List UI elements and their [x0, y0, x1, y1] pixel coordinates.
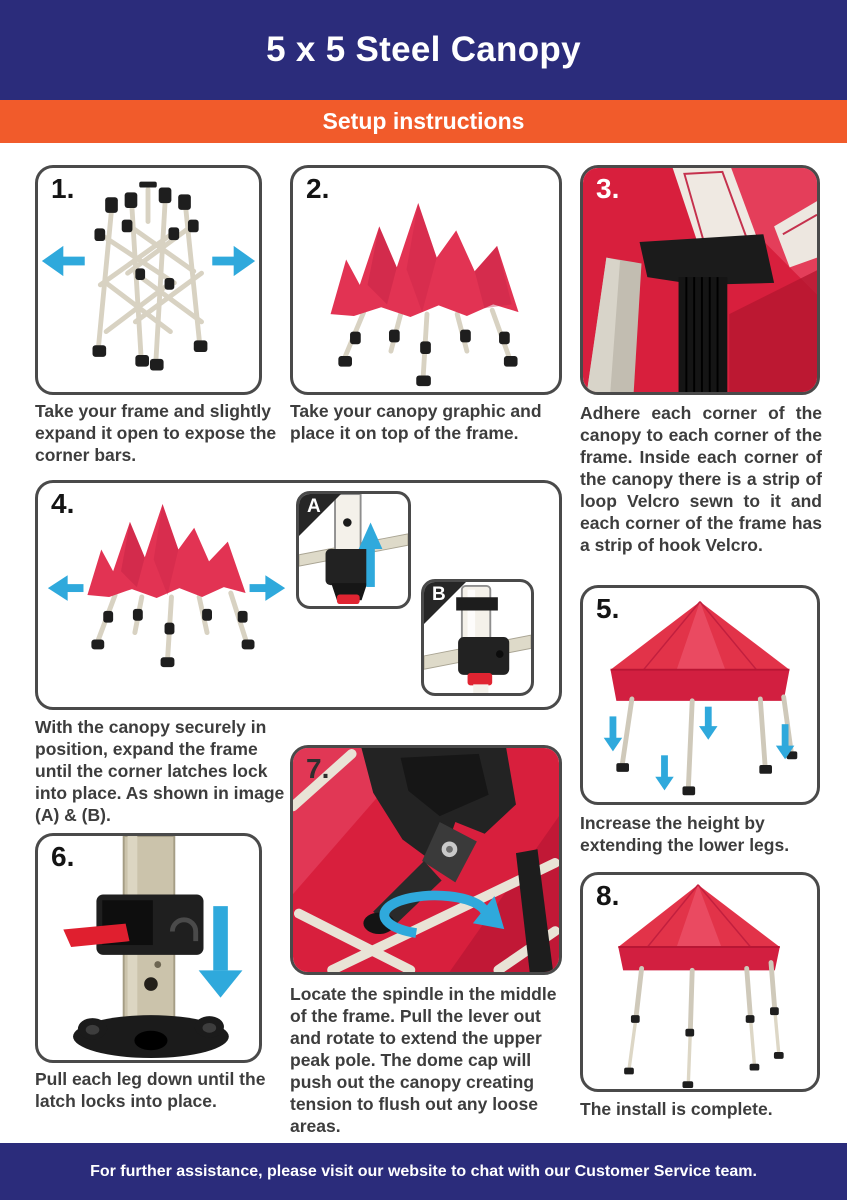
- step-4-panel: [35, 480, 562, 710]
- step-1-panel: [35, 165, 262, 395]
- step-6-caption: Pull each leg down until the latch locks into place.: [35, 1069, 266, 1111]
- inset-b: [421, 579, 534, 696]
- step-5-caption: Increase the height by extending the lower legs.: [580, 813, 790, 855]
- step-7-caption: Locate the spindle in the middle of the frame. Pull the lever out and rotate to extend the upper peak pole. The dome cap will push out the canopy creating tension to flush out any loose areas.: [290, 984, 557, 1136]
- step-3-number: 3.: [596, 173, 620, 204]
- step-2-number: 2.: [306, 173, 330, 204]
- step-3-caption: Adhere each corner of the canopy to each corner of the frame. Inside each corner of the canopy there is a strip of loop Velcro sewn to it and each corner of the frame has a strip of hook Velcro.: [580, 403, 822, 555]
- step-5-number: 5.: [596, 593, 620, 624]
- spindle-photo: [293, 748, 559, 972]
- inset-b-label: B: [432, 584, 446, 605]
- header: [0, 0, 847, 100]
- step-2-caption: Take your canopy graphic and place it on top of the frame.: [290, 401, 542, 443]
- inset-a-label: A: [307, 496, 321, 517]
- step-5-panel: [580, 585, 820, 805]
- step-8-panel: [580, 872, 820, 1092]
- step-7-number: 7.: [306, 753, 330, 784]
- banner-label: Setup instructions: [322, 108, 525, 134]
- step-1-number: 1.: [51, 173, 75, 204]
- canopy-on-frame-illustration: [293, 168, 559, 392]
- page-title: 5 x 5 Steel Canopy: [266, 30, 581, 69]
- step-4-number: 4.: [51, 488, 75, 519]
- step-6-panel: [35, 833, 262, 1063]
- step-8-number: 8.: [596, 880, 620, 911]
- arrow-down-icon: [199, 906, 243, 998]
- footer-text: For further assistance, please visit our website to chat with our Customer Service team.: [90, 1162, 757, 1180]
- setup-banner: [0, 100, 847, 143]
- step-7-panel: [290, 745, 562, 975]
- step-1-caption: Take your frame and slightly expand it open to expose the corner bars.: [35, 401, 277, 465]
- footer: [0, 1143, 847, 1200]
- step-3-panel: [580, 165, 820, 395]
- inset-a: [296, 491, 411, 609]
- step-2-panel: [290, 165, 562, 395]
- step-8-caption: The install is complete.: [580, 1099, 773, 1119]
- step-4-caption: With the canopy securely in position, expand the frame until the corner latches lock into place. As shown in image (A) & (B).: [35, 717, 285, 825]
- step-6-number: 6.: [51, 841, 75, 872]
